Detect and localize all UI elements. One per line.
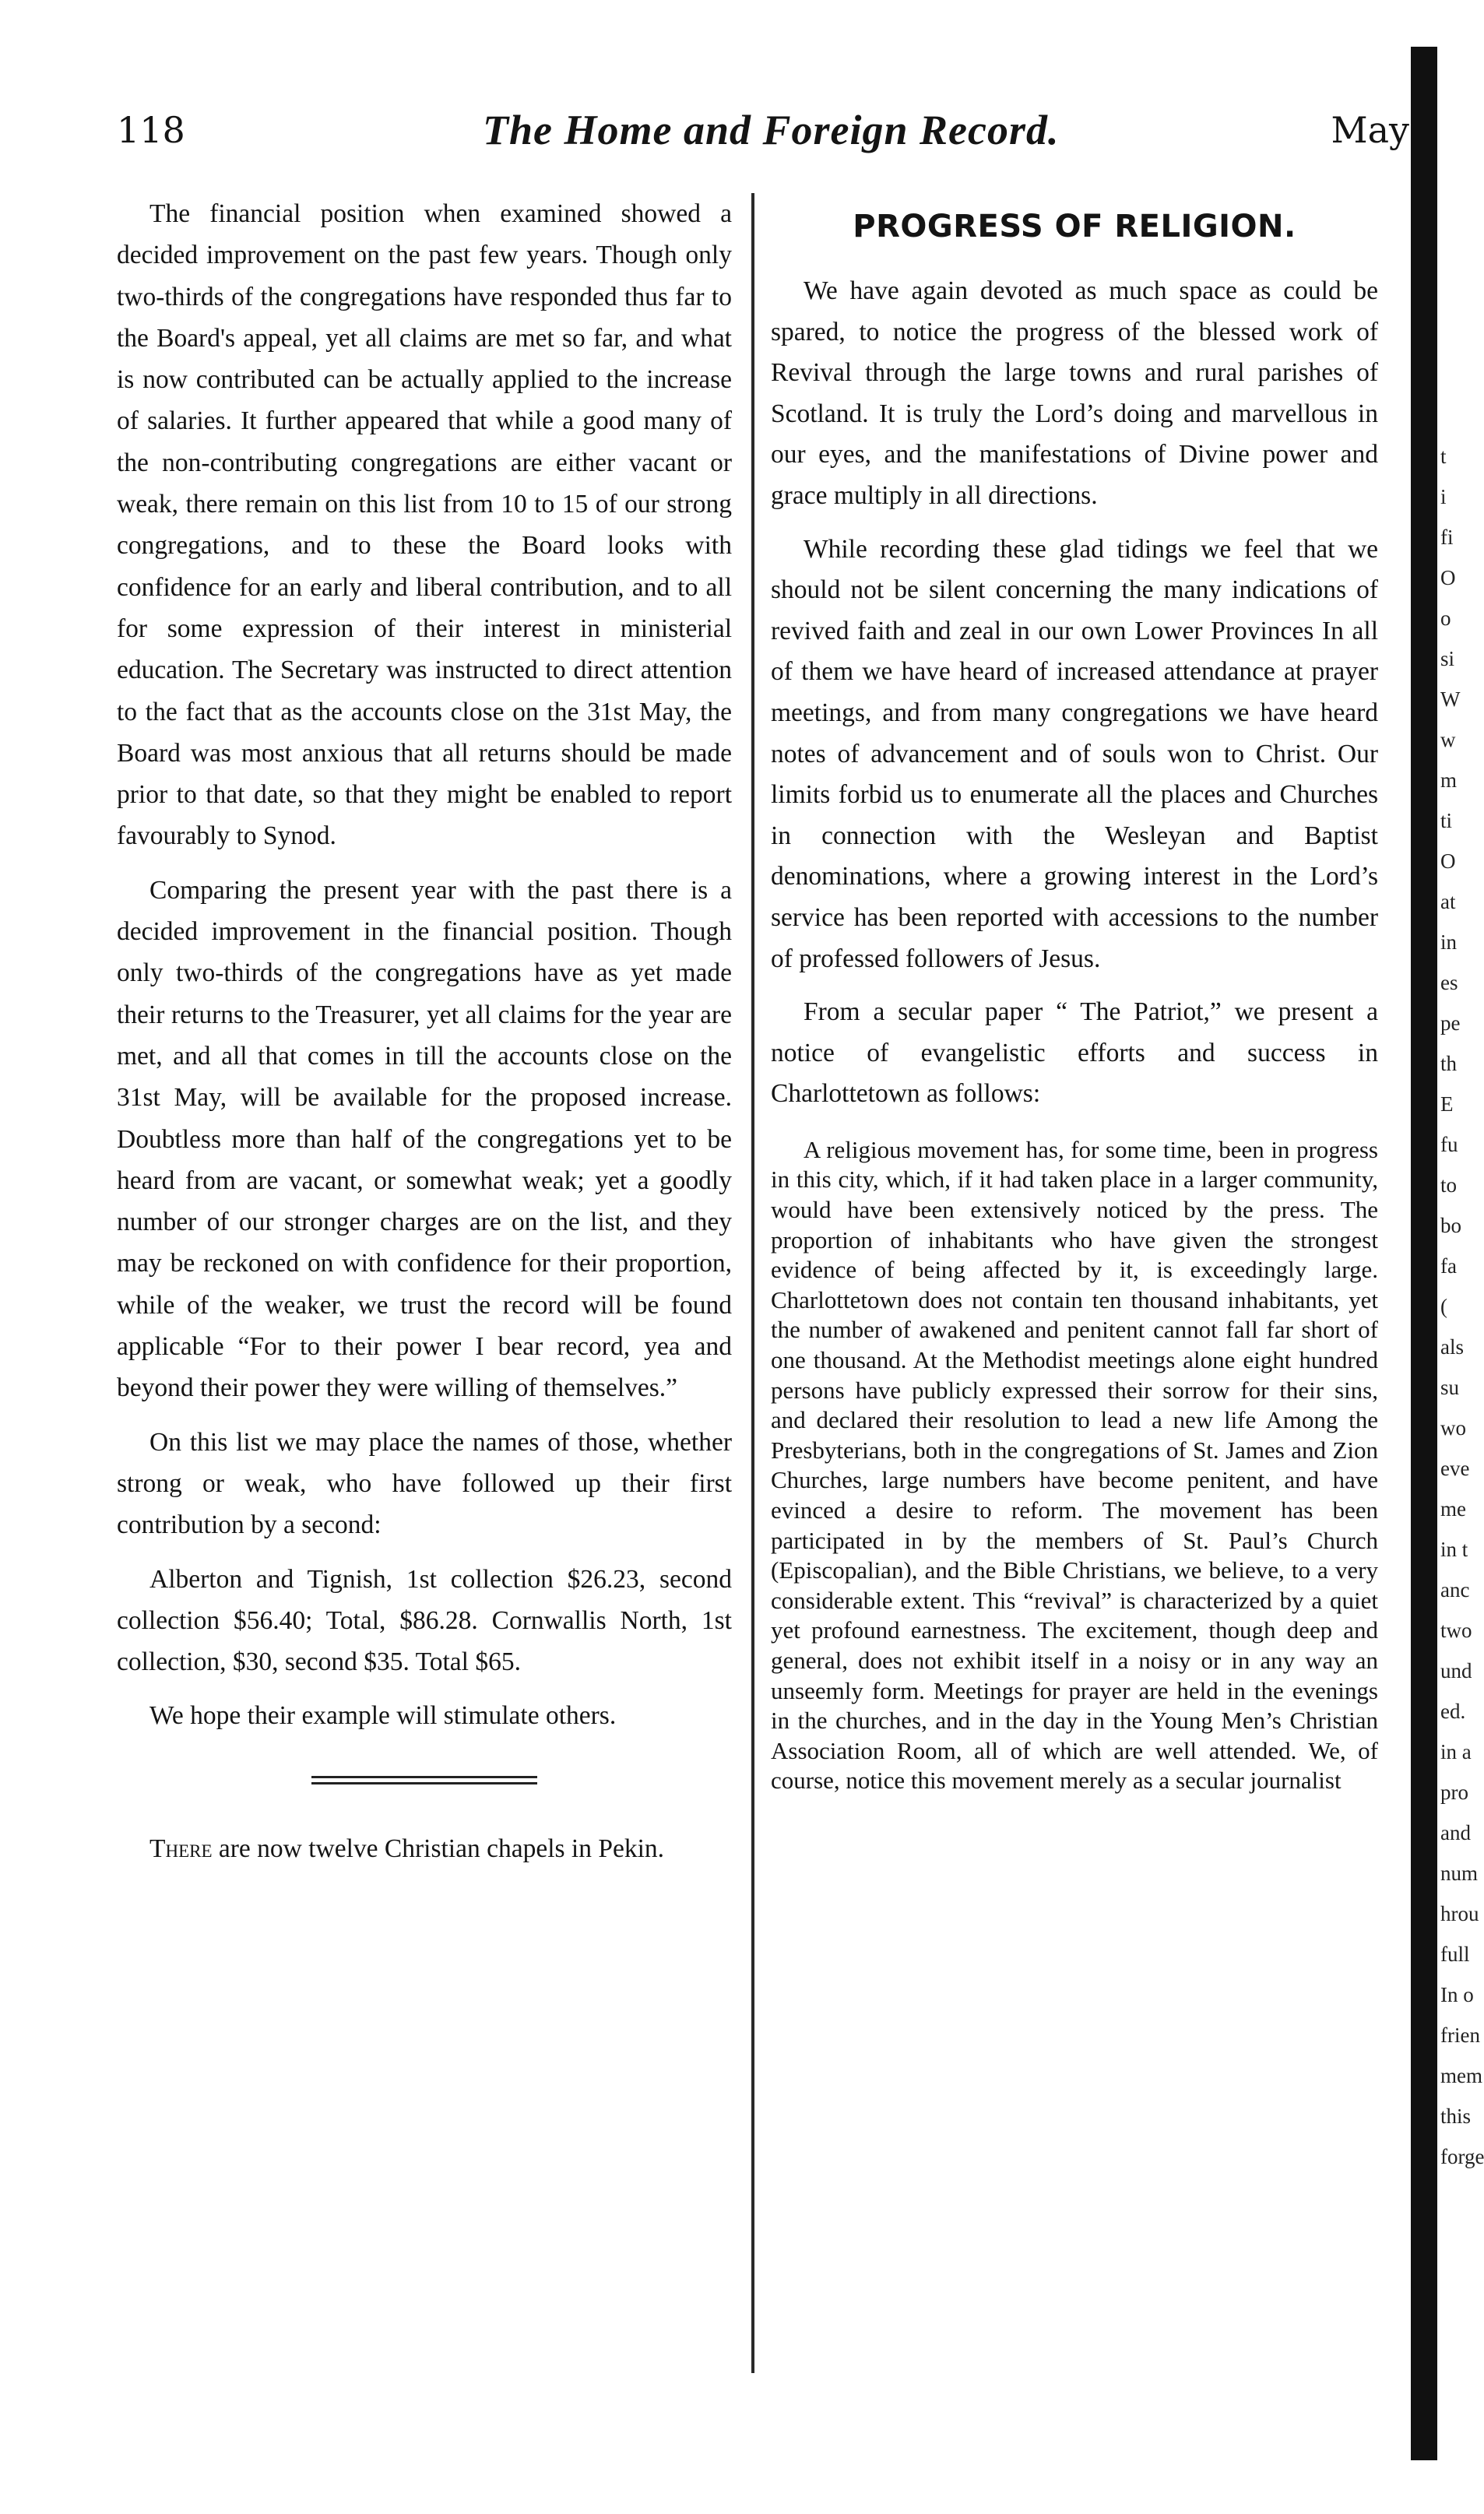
edge-fragment: O: [1440, 849, 1456, 873]
edge-fragment: two: [1440, 1619, 1472, 1642]
left-paragraph-4: Alberton and Tignish, 1st collection $26.23, second collection $56.40; Total, $86.28. Cornwallis North, 1st collection, $30, second $35. Total $65.: [117, 1564, 732, 1677]
edge-fragment: E: [1440, 1092, 1454, 1116]
edge-fragment: pro: [1440, 1781, 1468, 1804]
edge-fragment: in a: [1440, 1740, 1472, 1763]
edge-fragment: mem: [1440, 2064, 1482, 2087]
edge-fragment: frien: [1440, 2024, 1480, 2047]
edge-fragment: es: [1440, 971, 1458, 994]
edge-fragment: num: [1440, 1862, 1479, 1885]
edge-fragment: w: [1440, 728, 1456, 751]
edge-fragment: and: [1440, 1821, 1471, 1844]
edge-fragment: to: [1440, 1173, 1458, 1197]
edge-fragment: i: [1440, 485, 1447, 508]
edge-fragment: t: [1440, 445, 1447, 468]
edge-fragment: ed.: [1440, 1700, 1466, 1723]
section-heading: PROGRESS OF RELIGION.: [853, 209, 1296, 244]
pekin-note: [117, 1828, 732, 1869]
right-column: [771, 193, 1378, 1809]
edge-fragment: pe: [1440, 1011, 1461, 1035]
edge-fragment: und: [1440, 1659, 1472, 1682]
adjacent-page-edge: [1411, 0, 1484, 2514]
edge-fragment: W: [1440, 687, 1461, 711]
left-paragraph-5: We hope their example will stimulate others.: [149, 1701, 617, 1731]
issue-month: May: [1331, 109, 1409, 151]
journal-title: The Home and Foreign Record.: [483, 107, 1060, 153]
left-paragraph-1: The financial position when examined showed a decided improvement on the past few years. Though only two-thirds of the congregations have responded thus far to the Board's appeal, yet all claims are met so far, and what is now contributed can be actually applied to the increase of salaries. It further appeared that while a good many of the non-contributing congregations are either vacant or weak, there remain on this list from 10 to 15 of our strong congregations, and to these the Board looks with confidence for an early and liberal contribution, and to all for some expression of their interest in ministerial education. The Secretary was instructed to direct attention to the fact that as the accounts close on the 31st May, the Board was most anxious that all returns should be made prior to that date, so that they might be enabled to report favourably to Synod.: [117, 199, 732, 851]
edge-fragment: bo: [1440, 1214, 1461, 1237]
edge-fragment: wo: [1440, 1416, 1466, 1440]
section-divider: [311, 1776, 537, 1784]
right-paragraph-1: We have again devoted as much space as could be spared, to notice the progress of the blessed work of Revival through the large towns and rural parishes of Scotland. It is truly the Lord’s doing and marvellous in our eyes, and the manifestations of Divine power and grace multiply in all directions.: [771, 276, 1378, 510]
edge-fragment: th: [1440, 1052, 1458, 1075]
edge-fragment: fu: [1440, 1133, 1458, 1156]
edge-fragment: O: [1440, 566, 1456, 589]
pekin-note-lead: There: [149, 1834, 213, 1863]
right-paragraph-2: While recording these glad tidings we feel that we should not be silent concerning the many indications of revived faith and zeal in our own Lower Provinces In all of them we have heard of increased attendance at prayer meetings, and from many congregations we have heard notes of advancement and of souls won to Christ. Our limits forbid us to enumerate all the places and Churches in connection with the Wesleyan and Baptist denominations, where a growing interest in the Lord’s service has been reported with accessions to the number of professed followers of Jesus.: [771, 534, 1378, 973]
edge-fragment: fi: [1440, 526, 1454, 549]
edge-fragment: in: [1440, 930, 1458, 954]
edge-fragment: si: [1440, 647, 1455, 670]
column-divider: [751, 193, 754, 2373]
edge-fragment: als: [1440, 1335, 1464, 1359]
edge-fragment: forge: [1440, 2145, 1484, 2168]
edge-fragment: (: [1440, 1295, 1447, 1318]
edge-fragment: in t: [1440, 1538, 1468, 1561]
edge-fragment: at: [1440, 890, 1456, 913]
right-paragraph-3: From a secular paper “ The Patriot,” we present a notice of evangelistic efforts and success in Charlottetown as follows:: [771, 997, 1378, 1109]
page-number: 118: [117, 109, 185, 151]
left-paragraph-3: On this list we may place the names of those, whether strong or weak, who have followed up their first contribution by a second:: [117, 1427, 732, 1540]
adjacent-page-fragments: [1440, 436, 1484, 2177]
edge-fragment: hrou: [1440, 1902, 1479, 1925]
edge-fragment: In o: [1440, 1983, 1474, 2006]
edge-fragment: full: [1440, 1943, 1470, 1966]
running-header: [117, 109, 1409, 163]
left-paragraph-2: Comparing the present year with the past there is a decided improvement in the financial position. Though only two-thirds of the congregations have as yet made their returns to the Treasurer, yet all claims for the year are met, and all that comes in till the accounts close on the 31st May, will be available for the proposed increase. Doubtless more than half of the congregations yet to be heard from are vacant, or somewhat weak; yet a goodly number of our stronger charges are on the list, and they may be reckoned on with confidence for their proportion, while of the weaker, we trust the record will be found applicable “For to their power I bear record, yea and beyond their power they were willing of themselves.”: [117, 875, 732, 1403]
edge-fragment: anc: [1440, 1578, 1470, 1602]
pekin-note-text: are now twelve Christian chapels in Pekin.: [212, 1834, 665, 1863]
left-column: [117, 193, 732, 1882]
edge-fragment: me: [1440, 1497, 1466, 1521]
binding-shadow: [1411, 47, 1437, 2460]
edge-fragment: eve: [1440, 1457, 1470, 1480]
edge-fragment: su: [1440, 1376, 1460, 1399]
edge-fragment: fa: [1440, 1254, 1457, 1278]
edge-fragment: ti: [1440, 809, 1453, 832]
edge-fragment: this: [1440, 2104, 1472, 2128]
edge-fragment: o: [1440, 607, 1451, 630]
quoted-excerpt: A religious movement has, for some time, been in progress in this city, which, if it had taken place in a larger community, would have been extensively noticed by the press. The proportion of inhabitants who have given the strongest evidence of being affected by it, is exceedingly large. Charlottetown does not contain ten thousand inhabitants, yet the number of awakened and penitent cannot fall far short of one thousand. At the Methodist meetings alone eight hundred persons have publicly expressed their sorrow for their sins, and declared their resolution to lead a new life Among the Presbyterians, both in the congregations of St. James and Zion Churches, large numbers have become penitent, and have evinced a desire to reform. The movement has been participated in by the members of St. Paul’s Church (Episcopalian), and the Bible Christians, we believe, to a very considerable extent. This “revival” is characterized by a quiet yet profound earnestness. The excitement, though deep and general, does not exhibit itself in a noisy or in any way an unseemly form. Meetings for prayer are held in the evenings in the churches, and in the day in the Young Men’s Christian Association Room, all of which are well attended. We, of course, notice this movement merely as a secular journalist: [771, 1135, 1378, 1795]
edge-fragment: m: [1440, 768, 1458, 792]
